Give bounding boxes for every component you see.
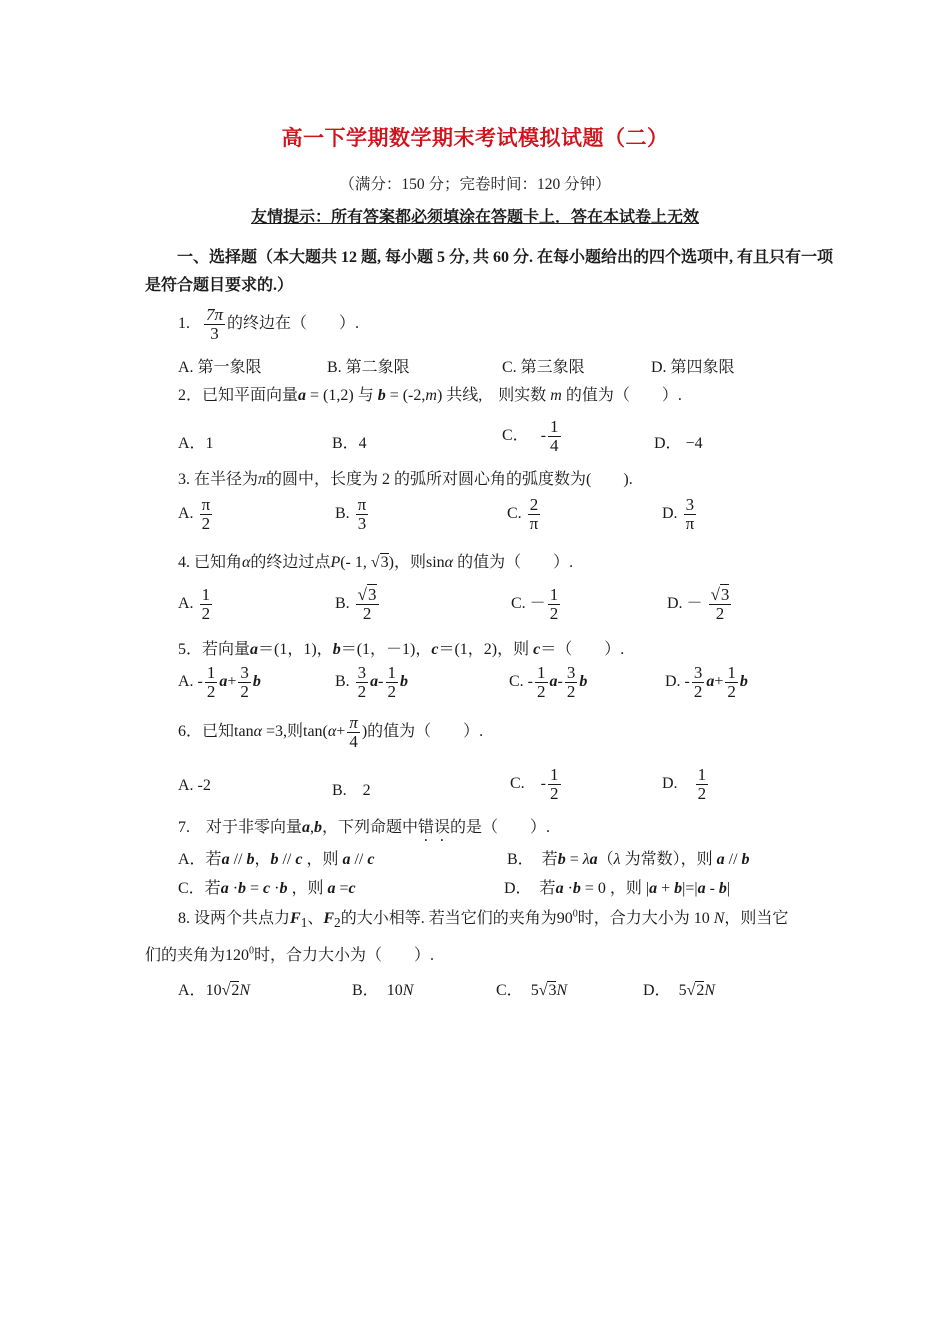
question-6: 6．已知tanα =3,则tan(α+ $\frac{\pi}{4}$ )的值为（ ）. (178, 713, 484, 751)
exam-title: 高一下学期数学期末考试模拟试题（二） (281, 126, 669, 150)
q4-text-c: ，则 (393, 554, 426, 571)
q3-option-c: C. $\frac{2}{\pi}$ (507, 495, 539, 533)
q8-option-a: A．10√2N (178, 982, 251, 999)
question-8-line1: 8. 设两个共点力$F_1$、$F_2$的大小相等. 若当它们的夹角为$90^0$时，合力大小为 10 N，则当它 (178, 908, 789, 931)
q7-option-b: B． 若b = λa（λ 为常数），则 a // b (507, 851, 750, 868)
q7-option-a-label: A．若 (178, 851, 222, 868)
q6-text-b: 的值为（ ）. (367, 723, 484, 741)
q2-option-b: B．4 (332, 435, 367, 452)
q7-wrong-emphasis: 错误 (418, 819, 451, 836)
q4-option-a: A. $\frac{1}{2}$ (178, 585, 211, 623)
q1-option-c: C. 第三象限 (502, 359, 585, 376)
q7-option-d: D． 若a ·b = 0 ，则 |a + b|=|a - b| (504, 880, 731, 897)
exam-subtitle: （满分：150 分；完卷时间：120 分钟） (339, 176, 611, 193)
q8-text-1a: 8. 设两个共点力 (178, 910, 291, 927)
q7-text-a: 7. 对于非零向量 (178, 819, 303, 836)
q6-option-d: D. $\frac{1}{2}$ (662, 765, 707, 803)
q2-option-d: D． −4 (654, 435, 703, 452)
q1-frac-den: 3 (210, 323, 219, 343)
q8-option-c-label: C． (496, 982, 515, 999)
q1-number: 1. (178, 315, 190, 333)
q3-option-d: D. $\frac{3}{\pi}$ (662, 495, 695, 533)
q6-option-b: B. 2 (332, 782, 371, 799)
q7-text-c: 的是（ ）. (450, 819, 551, 836)
q2-text: 2．已知平面向量 (178, 387, 299, 404)
q7-option-d-label: D． 若 (504, 880, 556, 897)
q7-option-c: C．若a ·b = c ·b ，则 a =c (178, 880, 356, 897)
q4-option-d: D. － $\frac{√3}{2}$ (667, 585, 730, 623)
section-heading: 一、选择题（本大题共 12 题, 每小题 5 分, 共 60 分. 在每小题给出的四个选项中, 有且只有一项是符合题目要求的.） (145, 249, 834, 294)
q4-option-c: C. － $\frac{1}{2}$ (511, 585, 559, 623)
question-5: 5．若向量a＝(1，1)，b＝(1，－1)，c＝(1，2)，则 c＝（ ）. (178, 641, 625, 658)
question-1 (178, 306, 359, 343)
q5-option-c: C. - $\frac{1}{2}$ a- $\frac{3}{2}$ b (509, 663, 588, 701)
q8-text-2a: 们的夹角为 (145, 947, 226, 964)
q1-frac-num: 7π (206, 305, 224, 324)
q7-option-a: A．若a // b，b // c ，则 a // c (178, 851, 375, 868)
exam-tip (0, 204, 950, 227)
q3-option-a: A. $\frac{\pi}{2}$ (178, 495, 211, 533)
q7-option-c-label: C．若 (178, 880, 221, 897)
q6-text-a: 6．已知 (178, 723, 235, 741)
q3-option-b: B. $\frac{\pi}{3}$ (335, 495, 367, 533)
q8-option-c: C． 5√3N (496, 982, 568, 999)
q6-option-c: C. - $\frac{1}{2}$ (510, 765, 559, 803)
q8-option-b-label: B． (352, 982, 371, 999)
q5-text: 5．若向量 (178, 641, 251, 658)
q8-text-1c: 时，合力大小为 10 (577, 910, 710, 927)
q5-option-d: D. - $\frac{3}{2}$ a+ $\frac{1}{2}$ b (665, 663, 748, 701)
q8-option-b: B． 10N (352, 982, 414, 999)
q8-text-1b: 的大小相等. 若当它们的夹角为 (340, 910, 557, 927)
q4-text-d: 的值为（ ）. (457, 554, 574, 571)
question-4: 4. 已知角α的终边过点P(- 1, √3)，则sinα 的值为（ ）. (178, 554, 574, 571)
q1-option-d: D. 第四象限 (651, 359, 735, 376)
q1-option-b: B. 第二象限 (327, 359, 410, 376)
question-7: 7. 对于非零向量a,b，下列命题中错误的是（ ）. (178, 819, 551, 836)
q3-text-b: 的圆中，长度为 2 的弧所对圆心角的弧度数为( ). (266, 471, 633, 488)
q8-option-d-label: D． (643, 982, 663, 999)
question-8-line2: 们的夹角为$120^0$时，合力大小为（ ）. (145, 945, 435, 964)
q4-text-a: 4. 已知角 (178, 554, 243, 571)
q7-option-b-label: B． 若 (507, 851, 558, 868)
q8-text-1d: ，则当它 (724, 910, 789, 927)
q2-option-c-label: C． (502, 427, 529, 445)
q2-option-a: A．1 (178, 435, 214, 452)
question-2: 2．已知平面向量a = (1,2) 与 b = (-2,m) 共线, 则实数 m 的值为（ ）. (178, 387, 682, 404)
q4-option-b: B. $\frac{√3}{2}$ (335, 585, 377, 623)
question-3: 3. 在半径为π的圆中，长度为 2 的弧所对圆心角的弧度数为( ). (178, 471, 633, 488)
q4-text-b: 的终边过点 (250, 554, 331, 571)
q7-text-b: ，下列命题中 (322, 819, 419, 836)
q6-option-a: A. -2 (178, 777, 211, 794)
q8-option-a-label: A． (178, 982, 206, 999)
q5-option-b: B. $\frac{3}{2}$ a- $\frac{1}{2}$ b (335, 663, 408, 701)
q8-text-2b: 时，合力大小为（ ）. (254, 947, 435, 964)
q8-option-d: D． 5√2N (643, 982, 716, 999)
q1-option-a: A. 第一象限 (178, 359, 262, 376)
q2-option-c: C． - $\frac{1}{4}$ (502, 417, 559, 455)
q1-fraction (204, 306, 225, 343)
q5-option-a: A. - $\frac{1}{2}$ a+ $\frac{3}{2}$ b (178, 663, 261, 701)
q3-text-a: 3. 在半径为 (178, 471, 259, 488)
tip-text: 友情提示：所有答案都必须填涂在答题卡上．答在本试卷上无效 (250, 209, 699, 226)
q1-text: 的终边在（ ）. (227, 315, 360, 333)
